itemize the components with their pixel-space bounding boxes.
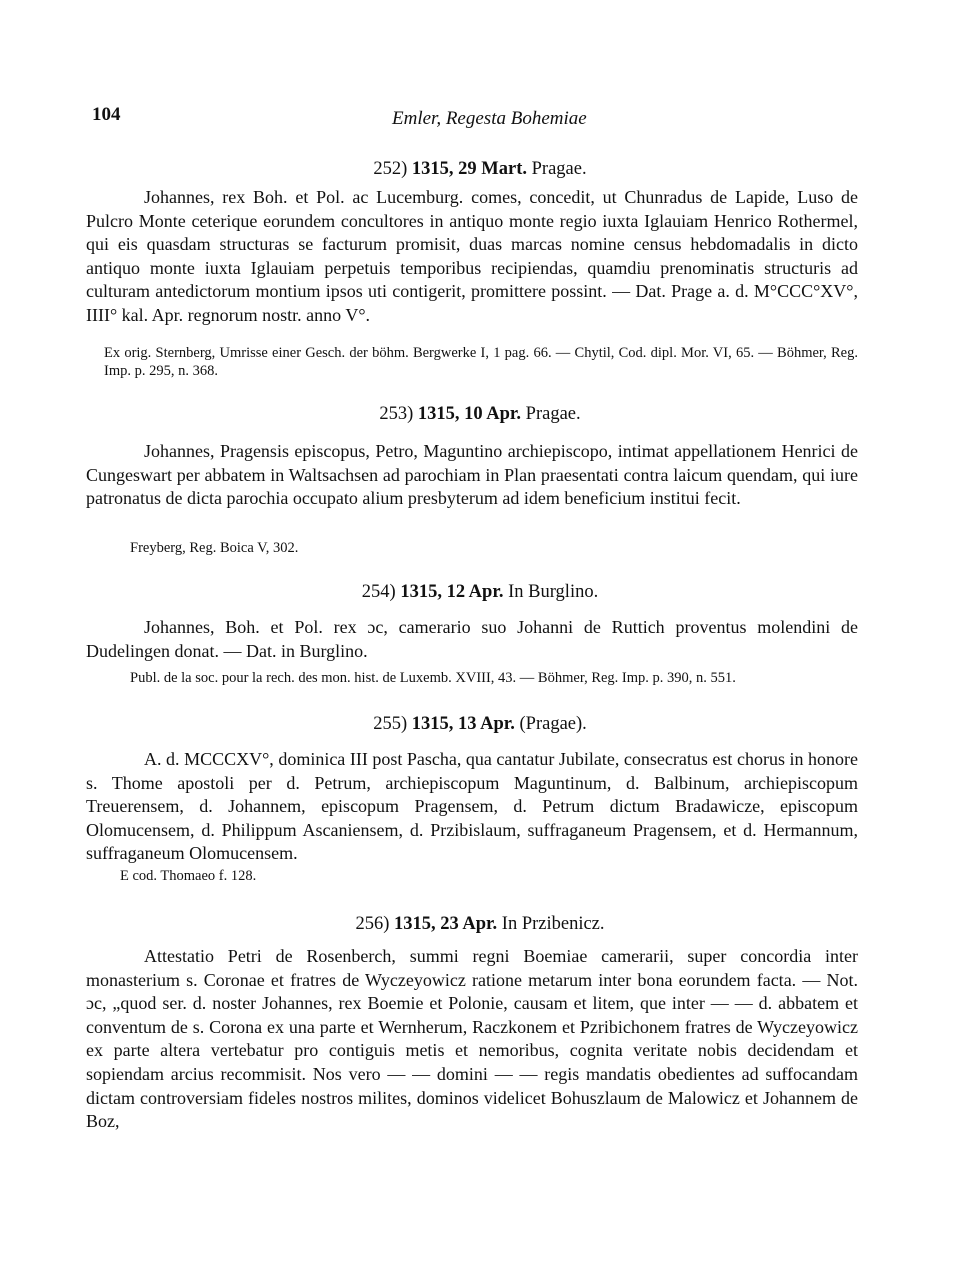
entry-heading <box>0 912 960 936</box>
entry-text: A. d. MCCCXV°, dominica III post Pascha, qua cantatur Jubilate, consecratus est chorus in honore s. Thome apostoli per d. Petrum, archiepiscopum Maguntinum, d. Balbinum, archiepiscopum Treuerensem, d. Johannem, episcopum Pragensem, d. Petrum dictum Bradawicze, episcopum Olomucensem, d. Philippum Ascaniensem, d. Przibislaum, suffraganeum Pragensem, et d. Hermannum, suffraganeum Olomucensem. <box>86 749 858 864</box>
entry-number: 255) <box>373 714 408 734</box>
entry-number: 256) <box>355 914 390 934</box>
entry-text: Johannes, rex Boh. et Pol. ac Lucemburg. comes, concedit, ut Chunradus de Lapide, Luso de Pulcro Monte ceterique eorundem concultores in antiquo monte regio iuxta Iglauiam Henrico Rothermel, qui eis quasdam structuras se facturum promisit, duas marcas nomine census hebdomadalis in dicto antiquo monte iuxta Iglauiam perpetuis temporibus recipiendas, quamdiu prenominatis structuris ad culturam antedictorum montium ipsos uti contigerit, promittere possint. — Dat. Prage a. d. M°CCC°XV°, IIII° kal. Apr. regnorum nostr. anno V°. <box>86 187 858 325</box>
entry-text: Attestatio Petri de Rosenberch, summi regni Boemiae camerarii, super concordia inter monasterium s. Coronae et fratres de Wyczeyowicz ratione metarum inter bona eorundem facta. — Not. ɔc, „quod ser. d. noster Johannes, rex Boemie et Polonie, causam et litem, que inter — — d. abbatem et conventum de s. Corona ex una parte et Wernherum, Raczkonem et Pzribichonem fratres de Wyczeyowicz ex parte altera vertebatur pro contiguis metis et nemoribus, cognita veritate nobis decidendam et sopiendam arcius recommisit. Nos vero — — domini — — regis mandatis obedientes ad suffocandam dictam controversiam fideles nostros milites, dominos videlicet Bohuszlaum de Malowicz et Johannem de Boz, <box>86 946 858 1132</box>
entry-year: 1315, <box>400 582 442 602</box>
entry-date: 10 Apr. <box>464 404 522 424</box>
entry-source: Ex orig. Sternberg, Umrisse einer Gesch. der böhm. Bergwerke I, 1 pag. 66. — Chytil, Cod. dipl. Mor. VI, 65. — Böhmer, Reg. Imp. p. 295, n. 368. <box>104 345 858 379</box>
entry-place: In Burglino. <box>508 582 599 602</box>
entry-number: 252) <box>373 159 408 179</box>
entry-place: Pragae. <box>531 159 587 179</box>
entry-heading <box>0 712 960 736</box>
page-header <box>92 104 612 134</box>
entry-text: Johannes, Pragensis episcopus, Petro, Maguntino archiepiscopo, intimat appellationem Henrici de Cungeswart per abbatem in Waltsachsen ad parochiam in Plan praesentati contra laicum quendam, qui iure patronatus de dicta parochia occupato alium presbyterum ad idem beneficium institui fecit. <box>86 441 858 509</box>
running-title: Emler, Regesta Bohemiae <box>392 108 587 129</box>
entry-year: 1315, <box>417 404 460 424</box>
entry-text: Johannes, Boh. et Pol. rex ɔc, camerario suo Johanni de Ruttich proventus molendini de Dudelingen donat. — Dat. in Burglino. <box>86 617 858 661</box>
entry-date: 29 Mart. <box>458 159 528 179</box>
entry-year: 1315, <box>394 914 436 934</box>
entry-year: 1315, <box>411 714 454 734</box>
entry-place: (Pragae). <box>519 714 587 734</box>
entry-heading <box>0 157 960 181</box>
entry-date: 13 Apr. <box>457 714 515 734</box>
entry-place: In Przibenicz. <box>501 914 605 934</box>
entry-source: Freyberg, Reg. Boica V, 302. <box>130 540 299 556</box>
entry-source: E cod. Thomaeo f. 128. <box>120 868 257 884</box>
page-number: 104 <box>92 104 121 125</box>
entry-heading <box>0 402 960 426</box>
entry-heading <box>0 580 960 604</box>
entry-number: 253) <box>379 404 414 424</box>
entry-place: Pragae. <box>525 404 581 424</box>
entry-source: Publ. de la soc. pour la rech. des mon. hist. de Luxemb. XVIII, 43. — Böhmer, Reg. Imp. p. 390, n. 551. <box>130 670 736 686</box>
entry-year: 1315, <box>411 159 454 179</box>
entry-date: 23 Apr. <box>440 914 498 934</box>
entry-number: 254) <box>361 582 396 602</box>
entry-date: 12 Apr. <box>446 582 504 602</box>
